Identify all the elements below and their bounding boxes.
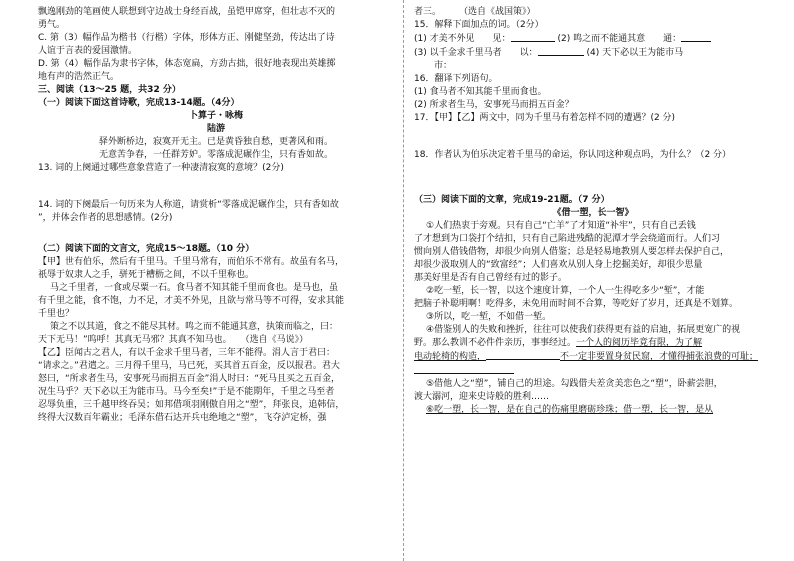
paragraph-4-underlined-2: 电动轮椅的构造， <box>414 352 487 362</box>
text-jia2-line-1: 马之千里者，一食或尽粟一石。食马者不知其能千里而食也。是马也，虽 <box>50 283 339 293</box>
question-15-row-2 <box>414 46 772 60</box>
text-yi-line-4: 况生马乎？天下必以王为能市马。马今至矣!”于是不能期年，千里之马至者 <box>38 387 335 397</box>
paragraph-1-line-1: ①人们热衷于旁观。只有自己“亡羊”了才知道“补牢”，只有自己丢钱 <box>426 221 696 231</box>
column-divider <box>403 0 404 561</box>
q15-item-4-label: 市： <box>434 61 453 71</box>
paragraph-1-line-4: 却很少汲取别人的“致富经”；人们喜欢从别人身上挖掘美好，却很少思量 <box>414 260 703 270</box>
paragraph-6: ⑥吃一塑，长一智，是在自己的伤痛里磨砺珍珠；借一塑，长一智，是从 <box>426 405 714 415</box>
paragraph-4-underlined: 一个人的阅历毕竟有限，为了解 <box>576 338 703 348</box>
part-2-heading: （二）阅读下面的文言文，完成15～18题。（10 分） <box>38 244 255 254</box>
option-c-line-2: 人谊于言表的爱国激情。 <box>38 46 138 56</box>
poem-line-1: 驿外断桥边，寂寞开无主。已是黄昏独自愁，更著风和雨。 <box>98 137 333 147</box>
paragraph-4-line-4 <box>414 364 772 378</box>
paragraph-1-line-5: 那美好里是否有自己曾经有过的影子。 <box>414 273 568 283</box>
question-13: 13. 词的上阕通过哪些意象营造了一种凄清寂寞的意境？(2分) <box>38 163 284 173</box>
question-15: 15．解释下面加点的词。（2分） <box>414 20 544 30</box>
q15-item-3: (3) 以千金求千里马者 以： <box>414 48 538 58</box>
intro-line-2: 勇气。 <box>38 20 66 30</box>
paragraph-4-line-1: ④借鉴别人的失败和挫折，往往可以使我们获得更有益的启迪，拓展更宽广的视 <box>426 325 741 335</box>
q15-item-1: (1) 才美不外见 见： <box>414 34 511 44</box>
answer-blank[interactable] <box>511 32 555 42</box>
paragraph-5-line-1: ⑤借他人之“塑”，铺自己的坦途。勾践借夫差贪美恋色之“塑”，卧薪尝胆， <box>426 379 723 389</box>
text-yi-line-5: 忍辱负重，三千越甲终吞吴；如邦借项羽刚傲自用之“塑”，拜张良，追韩信， <box>38 400 345 410</box>
text-jia-line-1: 【甲】世有伯乐，然后有千里马。千里马常有，而伯乐不常有。故虽有名马， <box>38 257 345 267</box>
part-1-heading: （一）阅读下面这首诗歌，完成13-14题。（4分） <box>38 98 240 108</box>
paragraph-3: ③所以，吃一堑，不如借一堑。 <box>426 312 552 322</box>
right-column <box>414 6 772 417</box>
option-c-line-1: C. 第（3）幅作品为楷书（行楷）字体，形体方正、刚健坚劲，传达出了诗 <box>38 33 335 43</box>
source-line: 者三。 （选自《战国策》） <box>414 7 536 17</box>
paragraph-4-line-2 <box>414 337 772 350</box>
answer-blank[interactable] <box>486 350 560 360</box>
question-15-row-1 <box>414 32 772 46</box>
question-18: 18．作者认为伯乐决定着千里马的命运，你认同这种观点吗，为什么？（2 分） <box>414 150 732 160</box>
text-jia-line-2: 祇辱于奴隶人之手，骈死于槽枥之间，不以千里称也。 <box>38 270 255 280</box>
q15-item-4: (4) 天下必以王为能市马 <box>586 48 684 58</box>
question-17: 17．【甲】【乙】两文中，同为千里马有着怎样不同的遭遇？(2 分) <box>414 113 676 123</box>
answer-blank[interactable] <box>681 32 711 42</box>
paragraph-5-line-2: 渡大溺河，迎来史诗般的胜利…… <box>414 392 550 402</box>
paragraph-2-line-2: 把脑子补聪明啊！吃得多，未免用而时间不合算，等吃好了岁月，还真是不划算。 <box>414 299 739 309</box>
poem-author: 陆游 <box>206 124 225 134</box>
question-14-line-2: ”，并体会作者的思想感情。(2分) <box>38 213 173 223</box>
paragraph-4-line-3 <box>414 350 772 364</box>
paragraph-4-underlined-3: 不一定非要置身贫民窟，才懂得捕张浪费的可耻； <box>560 352 759 362</box>
text-yi-line-1: 【乙】臣闻古之君人，有以千金求千里马者，三年不能得。涓人言于君曰： <box>38 348 336 358</box>
question-16-2: (2) 所求者生马，安事死马而捐五百金？ <box>414 100 574 110</box>
text-jia3-line-2: 天下无马！”呜呼！其真无马邪？其真不知马也。 （选自《马说》） <box>38 335 309 345</box>
part-3-heading: （三）阅读下面的文章，完成19-21题。（7 分） <box>414 195 610 205</box>
text-yi-line-6: 终得大汉数百年霸业；毛泽东借石达开兵屯绝地之“塑”，飞夺泸定桥，强 <box>38 413 327 423</box>
paragraph-1-line-2: 了才想到为口袋打个结扣，只有自己陷进残酷的泥潭才学会绕道而行。人们习 <box>414 234 721 244</box>
question-16: 16．翻译下列语句。 <box>414 74 498 84</box>
left-column <box>38 6 394 425</box>
text-yi-line-3: 怒曰，“所求者生马，安事死马而捐五百金”涓人时曰：“死马且买之五百金， <box>38 374 340 384</box>
text-yi-line-2: “请求之。”君遣之。三月得千里马，马已死，买其首五百金，反以报君。君大 <box>38 361 340 371</box>
paragraph-1-line-3: 惯向别人借钱借物，却很少向别人借鉴；总是轻易地教别人要怎样去保护自己， <box>414 247 730 257</box>
answer-blank[interactable] <box>538 46 584 56</box>
intro-line-1: 飘逸刚劲的笔画使人联想到守边战士身经百战，虽铠甲席穿，但壮志不灭的 <box>38 7 336 17</box>
question-14-line-1: 14. 词的下阕最后一句历来为人称道，请赏析“零落成泥碾作尘，只有香如故 <box>38 200 339 210</box>
poem-title: 卜算子・咏梅 <box>188 111 243 121</box>
text-jia3-line-1: 策之不以其道，食之不能尽其材。鸣之而不能通其意，执策而临之，曰： <box>50 322 339 332</box>
paragraph-2-line-1: ②吃一堑，长一智，以这个速度计算，一个人一生得吃多少“堑”，才能 <box>426 286 705 296</box>
q15-item-2: (2) 鸣之而不能通其意 通： <box>557 34 682 44</box>
answer-blank[interactable] <box>414 364 514 374</box>
option-d-line-1: D. 第（4）幅作品为隶书字体，体态宽扁，方劲古拙，很好地表现出英雄掷 <box>38 59 336 69</box>
section-3-heading: 三、阅读（13～25 题，共32 分） <box>38 85 181 95</box>
paragraph-4-text: 野。那么教训不必件件亲历，事事经过。 <box>414 338 577 348</box>
poem-line-2: 无意苦争春，一任群芳妒。零落成泥碾作尘，只有香如故。 <box>98 150 333 160</box>
option-d-line-2: 地有声的浩然正气。 <box>38 72 120 82</box>
question-16-1: (1) 食马者不知其能千里而食也。 <box>414 87 547 97</box>
text-jia2-line-3: 千里也？ <box>38 309 75 319</box>
essay-title: 《借一塑，长一智》 <box>552 208 634 218</box>
text-jia2-line-2: 有千里之能，食不饱，力不足，才美不外见，且欲与常马等不可得，安求其能 <box>38 296 345 306</box>
